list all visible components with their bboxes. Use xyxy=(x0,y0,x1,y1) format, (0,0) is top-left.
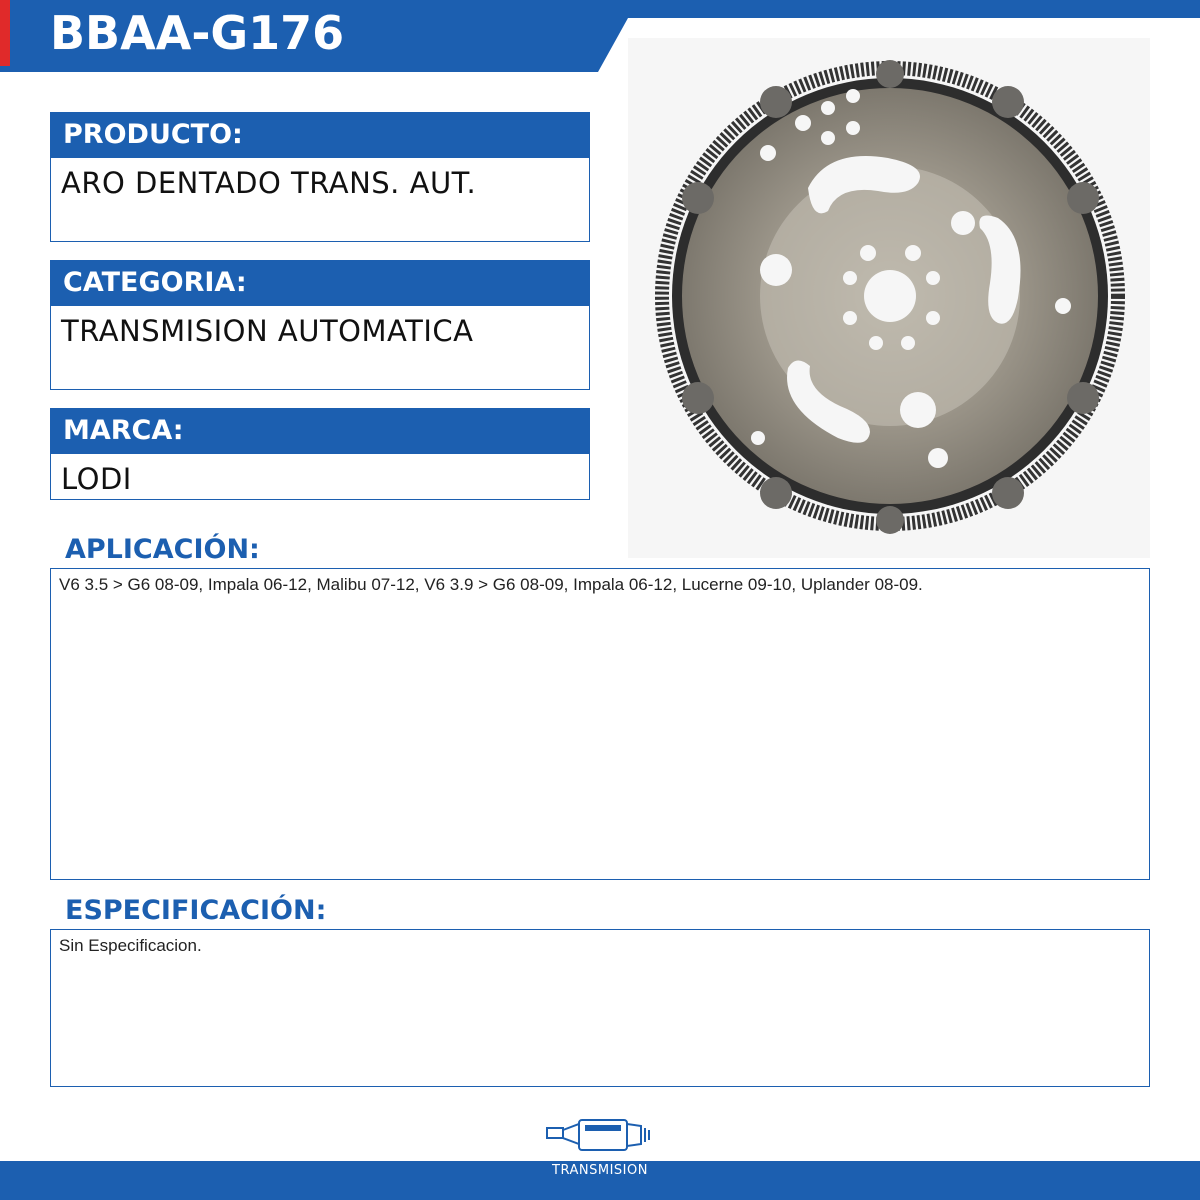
field-label-categoria: CATEGORIA: xyxy=(50,260,590,306)
specification-title: ESPECIFICACIÓN: xyxy=(65,895,327,926)
field-producto xyxy=(50,112,590,242)
field-value-categoria: TRANSMISION AUTOMATICA xyxy=(50,306,590,390)
field-label-marca: MARCA: xyxy=(50,408,590,454)
field-value-producto: ARO DENTADO TRANS. AUT. xyxy=(50,158,590,242)
application-title: APLICACIÓN: xyxy=(65,534,260,565)
part-number-title: BBAA-G176 xyxy=(50,6,345,60)
red-accent-stripe xyxy=(0,0,10,66)
field-marca xyxy=(50,408,590,500)
product-image-flexplate xyxy=(628,38,1150,558)
transmission-icon xyxy=(545,1116,657,1159)
application-text-box: V6 3.5 > G6 08-09, Impala 06-12, Malibu 07-12, V6 3.9 > G6 08-09, Impala 06-12, Lucerne 09-10, Uplander 08-09. xyxy=(50,568,1150,880)
field-label-producto: PRODUCTO: xyxy=(50,112,590,158)
field-value-marca: LODI xyxy=(50,454,590,500)
field-categoria xyxy=(50,260,590,390)
specification-text-box: Sin Especificacion. xyxy=(50,929,1150,1087)
footer-category-label: TRANSMISION xyxy=(552,1163,648,1178)
